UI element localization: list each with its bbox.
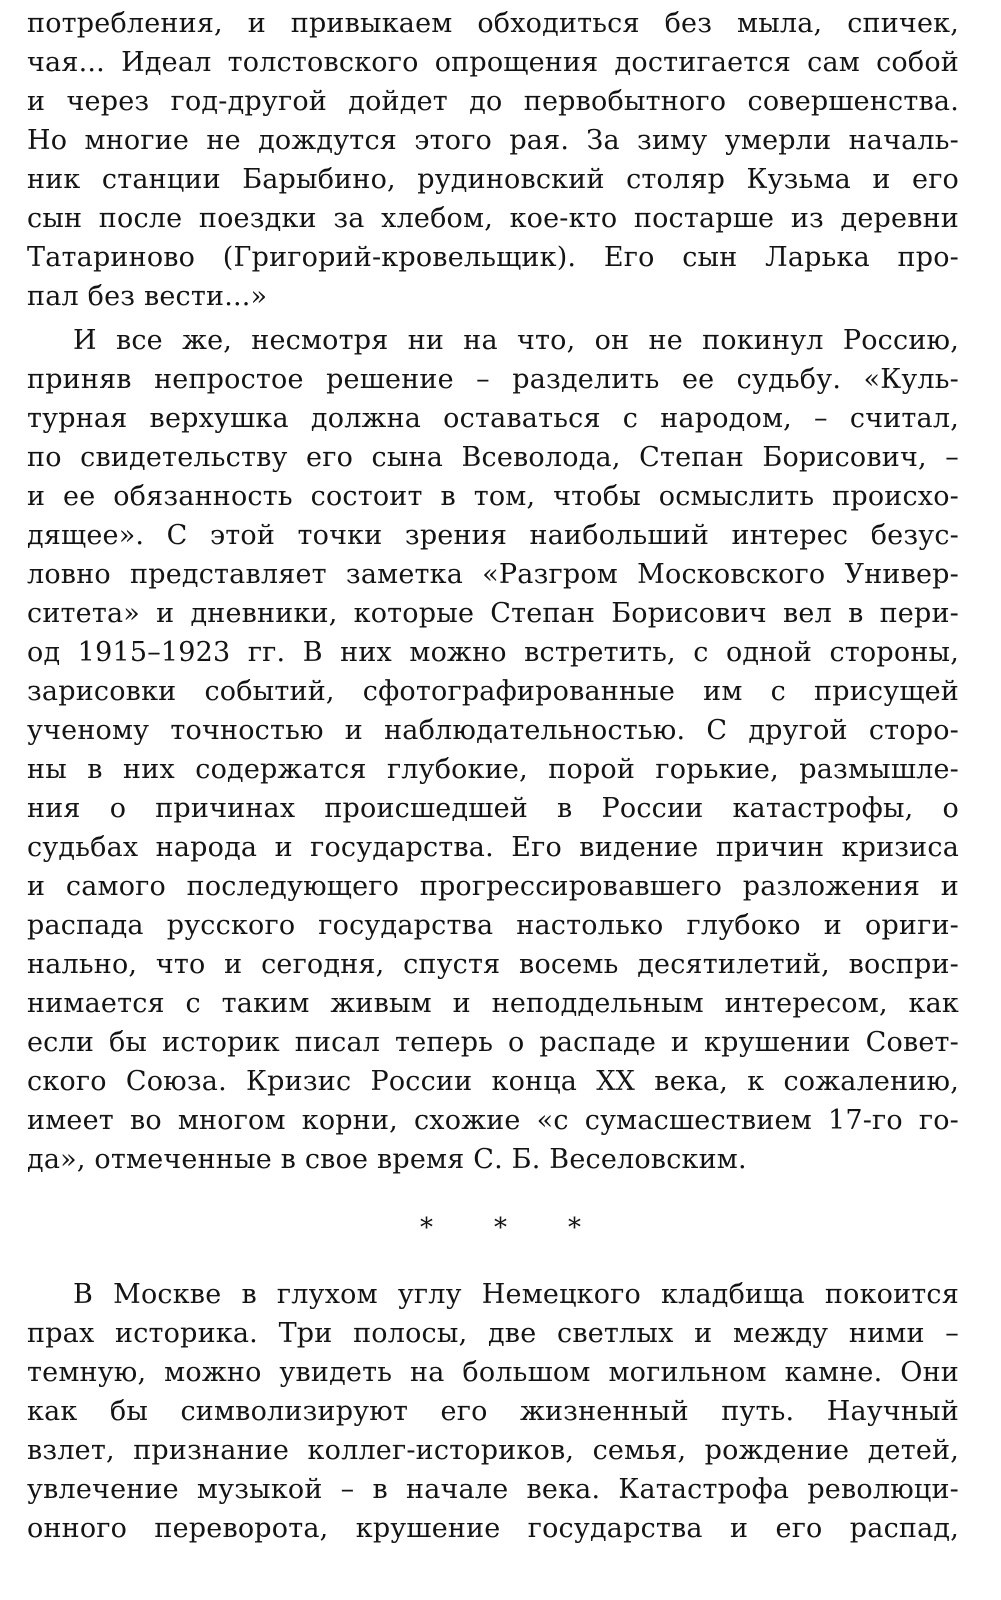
text-line: ник станции Барыбино, рудиновский столяр Кузьма и его (27, 164, 959, 195)
text-line: ского Союза. Кризис России конца XX века, к сожалению, (27, 1066, 959, 1097)
text-line: взлет, признание коллег-историков, семья, рождение детей, (27, 1435, 959, 1466)
text-line: Татариново (Григорий-кровельщик). Его сын Ларька про- (27, 242, 959, 273)
text-line: прах историка. Три полосы, две светлых и между ними – (27, 1318, 959, 1349)
text-line: если бы историк писал теперь о распаде и крушении Совет- (27, 1027, 959, 1058)
separator-asterisk: * (420, 1213, 433, 1243)
section-separator (0, 1208, 1001, 1248)
text-line: имеет во многом корни, схожие «с сумасшествием 17-го го- (27, 1105, 959, 1136)
text-line: од 1915–1923 гг. В них можно встретить, с одной стороны, (27, 637, 959, 668)
text-line: да», отмеченные в свое время С. Б. Веселовским. (27, 1144, 747, 1175)
text-line: потребления, и привыкаем обходиться без мыла, спичек, (27, 8, 959, 39)
text-line: Но многие не дождутся этого рая. За зиму умерли началь- (27, 125, 959, 156)
text-line: чая... Идеал толстовского опрощения достигается сам собой (27, 47, 959, 78)
text-line: приняв непростое решение – разделить ее судьбу. «Куль- (27, 364, 959, 395)
text-line: судьбах народа и государства. Его видение причин кризиса (27, 832, 959, 863)
text-line: увлечение музыкой – в начале века. Катастрофа революци- (27, 1474, 959, 1505)
text-line: турная верхушка должна оставаться с народом, – считал, (27, 403, 959, 434)
text-line: нально, что и сегодня, спустя восемь десятилетий, воспри- (27, 949, 959, 980)
text-line: распада русского государства настолько глубоко и ориги- (27, 910, 959, 941)
text-line: и ее обязанность состоит в том, чтобы осмыслить происхо- (27, 481, 959, 512)
text-line: пал без вести...» (27, 281, 268, 312)
separator-asterisk: * (494, 1213, 507, 1243)
text-line: темную, можно увидеть на большом могильном камне. Они (27, 1357, 959, 1388)
separator-asterisk: * (568, 1213, 581, 1243)
paragraph-first-line: И все же, несмотря ни на что, он не покинул Россию, (73, 325, 959, 356)
text-line: и через год-другой дойдет до первобытного совершенства. (27, 86, 959, 117)
text-line: нимается с таким живым и неподдельным интересом, как (27, 988, 959, 1019)
text-line: дящее». С этой точки зрения наибольший интерес безус- (27, 520, 959, 551)
text-line: онного переворота, крушение государства и его распад, (27, 1513, 959, 1544)
text-line: и самого последующего прогрессировавшего разложения и (27, 871, 959, 902)
text-line: ны в них содержатся глубокие, порой горькие, размышле- (27, 754, 959, 785)
text-line: сын после поездки за хлебом, кое-кто постарше из деревни (27, 203, 959, 234)
text-line: ловно представляет заметка «Разгром Московского Универ- (27, 559, 959, 590)
text-line: зарисовки событий, сфотографированные им с присущей (27, 676, 959, 707)
text-line: ния о причинах происшедшей в России катастрофы, о (27, 793, 959, 824)
text-line: ситета» и дневники, которые Степан Борисович вел в пери- (27, 598, 959, 629)
paragraph-first-line: В Москве в глухом углу Немецкого кладбища покоится (73, 1279, 959, 1310)
text-line: по свидетельству его сына Всеволода, Степан Борисович, – (27, 442, 959, 473)
text-line: ученому точностью и наблюдательностью. С другой сторо- (27, 715, 959, 746)
text-line: как бы символизируют его жизненный путь. Научный (27, 1396, 959, 1427)
